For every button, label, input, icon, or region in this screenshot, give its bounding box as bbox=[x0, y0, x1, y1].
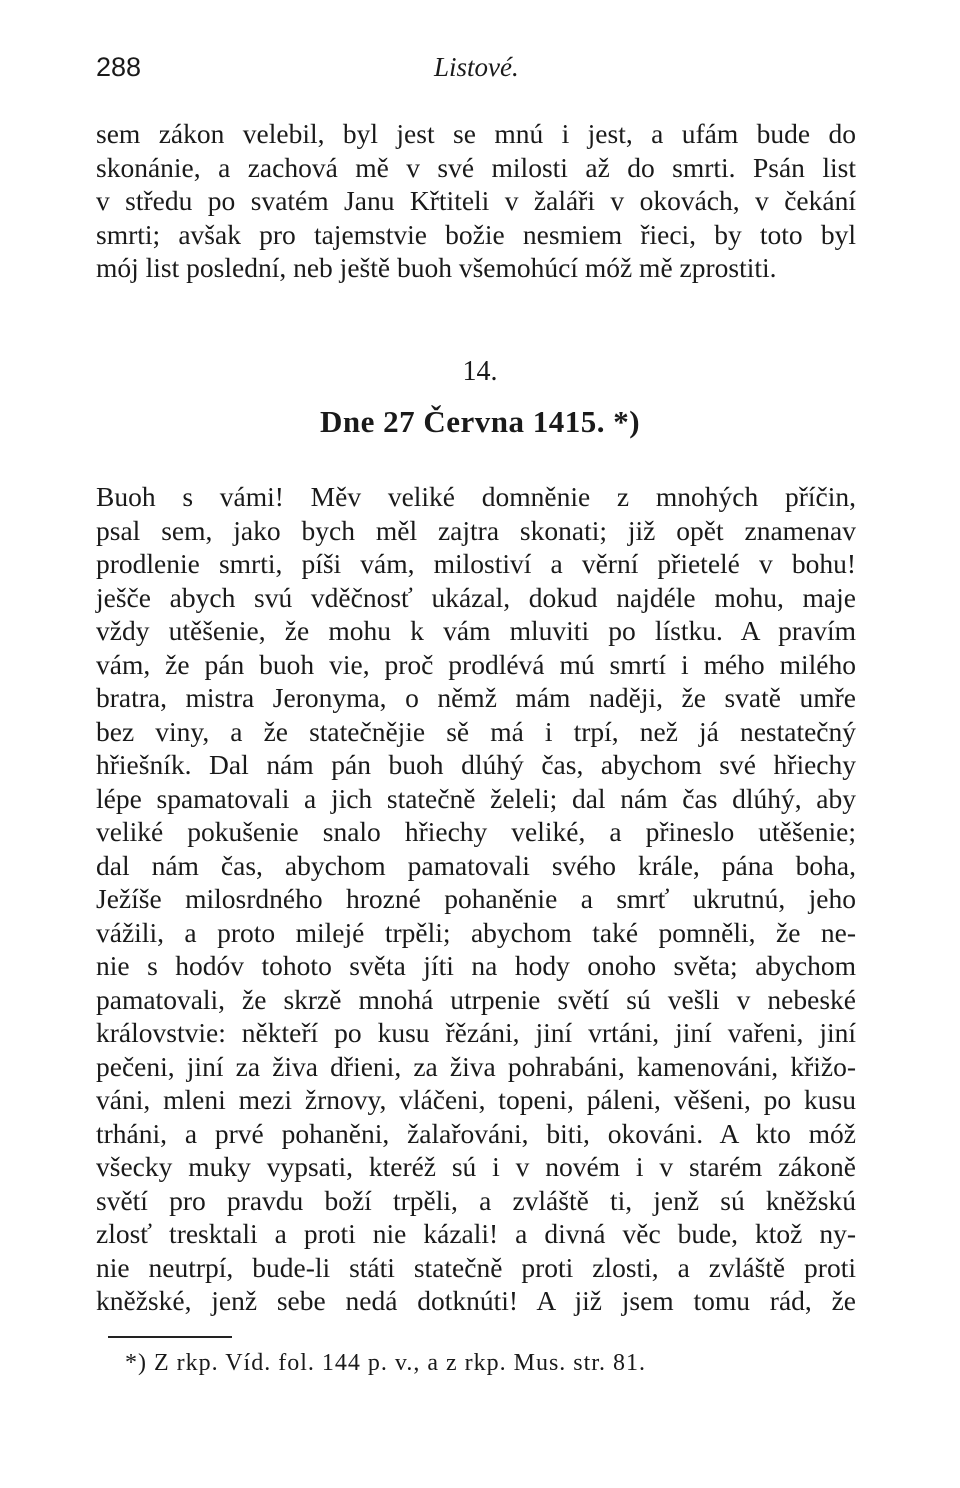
text-line: bez viny, a že statečnějie sě má i trpí, než já nestatečný bbox=[96, 715, 856, 747]
text-line: ješče abych svú vděčnosť ukázal, dokud najdéle mohu, maje bbox=[96, 581, 856, 613]
text-line: trháni, a prvé pohaněni, žalařováni, biti, okováni. A kto móž bbox=[96, 1117, 856, 1149]
text-line: zlosť tresktali a proti nie kázali! a divná věc bude, ktož ny- bbox=[96, 1218, 856, 1249]
footnote-rule bbox=[108, 1336, 232, 1338]
text-line: Buoh s vámi! Měv veliké domněnie z mnohých příčin, bbox=[96, 481, 856, 512]
text-line: pamatovali, že skrzě mnohá utrpenie světí sú vešli v nebeské bbox=[96, 983, 856, 1015]
text-line: lépe spamatovali a jich statečně želeli; dal nám čas dlúhý, aby bbox=[96, 782, 856, 814]
text-line: skonánie, a zachová mě v své milosti až do smrti. Psán list bbox=[96, 151, 856, 183]
text-line: sem zákon velebil, byl jest se mnú i jest, a ufám bude do bbox=[96, 118, 856, 149]
text-line: smrti; avšak pro tajemstvie božie nesmiem řieci, by toto byl bbox=[96, 218, 856, 250]
running-title: Listové. bbox=[434, 52, 519, 82]
text-line: dal nám čas, abychom pamatovali svého krále, pána boha, bbox=[96, 849, 856, 881]
page-number: 288 bbox=[96, 52, 142, 82]
text-line: prodlenie smrti, píši vám, milostiví a věrní přietelé v bohu! bbox=[96, 548, 856, 579]
footnote: *) Z rkp. Víd. fol. 144 p. v., a z rkp. Mus. str. 81. bbox=[125, 1350, 646, 1376]
text-line: hřiešník. Dal nám pán buoh dlúhý čas, abychom své hřiechy bbox=[96, 749, 856, 780]
text-line: světí pro pravdu boží trpěli, a zvláště ti, jenž sú kněžskú bbox=[96, 1184, 856, 1216]
text-line: nie s hodóv tohoto světa jíti na hody onoho světa; abychom bbox=[96, 950, 856, 981]
text-line: královstvie: někteří po kusu řězáni, jiní vrtáni, jiní vařeni, jiní bbox=[96, 1017, 856, 1048]
letter-number: 14. bbox=[462, 356, 498, 387]
paragraph-continued bbox=[96, 117, 856, 285]
text-line: vždy utěšenie, že mohu k vám mluviti po lístku. A pravím bbox=[96, 615, 856, 646]
text-line: vám, že pán buoh vie, proč prodlévá mú smrtí i mého milého bbox=[96, 648, 856, 680]
text-line: v středu po svatém Janu Křtiteli v žaláři v okovách, v čekání bbox=[96, 185, 856, 216]
text-line: bratra, mistra Jeronyma, o němž mám naději, že svatě umře bbox=[96, 682, 856, 713]
running-head bbox=[96, 52, 866, 92]
text-line: nie neutrpí, bude-li státi statečně proti zlosti, a zvláště proti bbox=[96, 1251, 856, 1283]
text-line: mój list poslední, neb ještě buoh všemohúcí móž mě zprostiti. bbox=[96, 252, 777, 283]
letter-body bbox=[96, 480, 856, 1318]
letter-heading: Dne 27 Června 1415. *) bbox=[319, 404, 641, 439]
text-line: Ježíše milosrdného hrozné pohaněnie a smrť ukrutnú, jeho bbox=[96, 883, 856, 914]
text-line: všecky muky vypsati, kteréž sú i v novém i v starém zákoně bbox=[96, 1151, 856, 1182]
text-line: váni, mleni mezi žrnovy, vláčeni, topeni, páleni, věšeni, po kusu bbox=[96, 1084, 856, 1115]
text-line: pečeni, jiní za živa dřieni, za živa pohrabáni, kamenováni, křižo- bbox=[96, 1050, 856, 1082]
text-line: vážili, a proto milejé trpěli; abychom také pomněli, že ne- bbox=[96, 916, 856, 948]
text-line: veliké pokušenie snalo hřiechy veliké, a přineslo utěšenie; bbox=[96, 816, 856, 847]
text-line: psal sem, jako bych měl zajtra skonati; již opět znamenav bbox=[96, 514, 856, 546]
text-line: kněžské, jenž sebe nedá dotknúti! A již jsem tomu rád, že bbox=[96, 1285, 856, 1316]
